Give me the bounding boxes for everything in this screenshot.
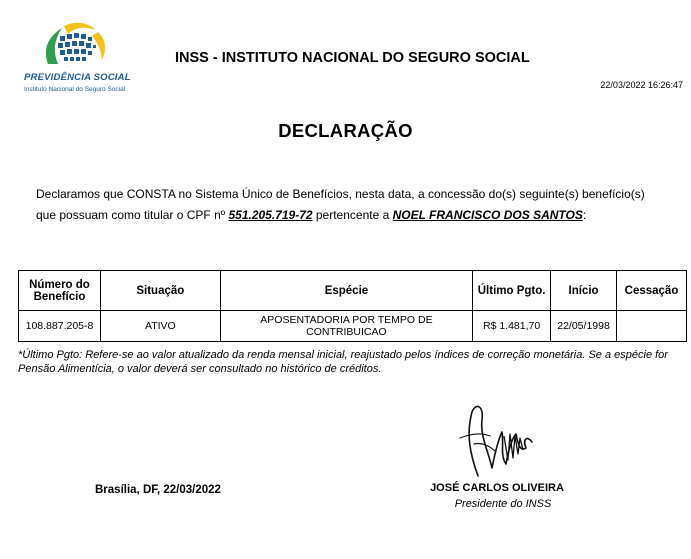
declaration-text (36, 184, 676, 226)
table-header-row (19, 271, 687, 311)
cell-status: ATIVO (100, 311, 220, 342)
cell-cessation (617, 311, 687, 342)
cpf-number: 551.205.719-72 (228, 208, 313, 222)
cell-benefit-number: 108.887.205-8 (19, 311, 101, 342)
cell-species: APOSENTADORIA POR TEMPO DE CONTRIBUICAO (220, 311, 472, 342)
holder-name: NOEL FRANCISCO DOS SANTOS (392, 208, 583, 222)
line2-middle: pertencente a (312, 208, 393, 222)
org-title: INSS - INSTITUTO NACIONAL DO SEGURO SOCIAL (175, 50, 530, 66)
cell-start: 22/05/1998 (551, 311, 617, 342)
previdencia-social-logo (22, 20, 137, 98)
header-last-payment: Último Pgto. (473, 271, 551, 311)
footnote: *Último Pgto: Refere-se ao valor atualizado da renda mensal inicial, reajustado pelos índices de correção monetária. Se a espécie for Pensão Alimentícia, o valor deverá ser consultado no histórico de créditos. (18, 349, 668, 375)
table-row (19, 311, 687, 342)
signer-name: JOSÉ CARLOS OLIVEIRA (430, 482, 564, 494)
document-title: DECLARAÇÃO (278, 120, 413, 141)
logo-subtitle: Instituto Nacional do Seguro Social (24, 86, 126, 93)
signature-icon (448, 398, 538, 480)
cell-last-payment: R$ 1.481,70 (473, 311, 551, 342)
header-species: Espécie (220, 271, 472, 311)
line2-suffix: : (582, 208, 587, 222)
benefits-table (18, 270, 687, 342)
declaration-line-1: Declaramos que CONSTA no Sistema Único de Benefícios, nesta data, a concessão do(s) seguinte(s) benefício(s) (36, 187, 645, 201)
place-date: Brasília, DF, 22/03/2022 (95, 484, 221, 496)
header-start: Início (551, 271, 617, 311)
header-status: Situação (100, 271, 220, 311)
signer-role: Presidente do INSS (454, 498, 552, 510)
line2-prefix: que possuam como titular o CPF nº (36, 208, 229, 222)
logo-emblem-icon (38, 20, 118, 72)
declaration-line-2 (36, 205, 676, 226)
header-cessation: Cessação (617, 271, 687, 311)
header-benefit-number: Número do Benefício (19, 271, 101, 311)
timestamp: 22/03/2022 16:26:47 (600, 80, 683, 90)
logo-name: PREVIDÊNCIA SOCIAL (24, 72, 131, 83)
